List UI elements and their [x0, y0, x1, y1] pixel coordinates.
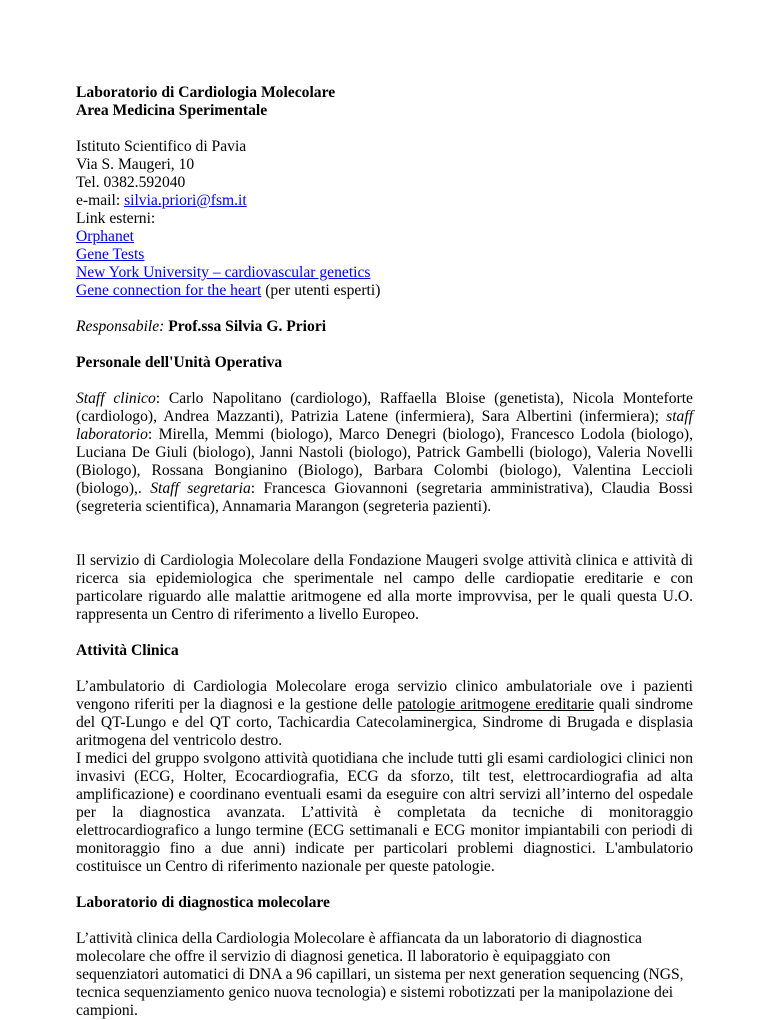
links-heading: Link esterni:	[76, 210, 156, 227]
email-line	[76, 192, 693, 210]
link-item	[76, 228, 693, 246]
phone: Tel. 0382.592040	[76, 174, 186, 191]
staff-paragraph	[76, 390, 693, 516]
intro-paragraph: Il servizio di Cardiologia Molecolare della Fondazione Maugeri svolge attività clinica e attività di ricerca sia epidemiologica che sperimentale nel campo delle cardiopatie ereditarie e con particolare riguardo alle malattie aritmogene ed alla morte improvvisa, per le quali questa U.O. rappresenta un Centro di riferimento a livello Europeo.	[76, 552, 693, 623]
link-gene-tests[interactable]: Gene Tests	[76, 246, 145, 263]
document-subtitle: Area Medicina Sperimentale	[76, 102, 268, 119]
link-item	[76, 264, 693, 282]
staff-clinic-list: : Carlo Napolitano (cardiologo), Raffaella Bloise (genetista), Nicola Monteforte (cardiologo), Andrea Mazzanti), Patrizia Latene (infermiera), Sara Albertini (infermiera);	[76, 390, 693, 425]
clinical-paragraph-2: I medici del gruppo svolgono attività quotidiana che include tutti gli esami cardiologici clinici non invasivi (ECG, Holter, Ecocardiografia, ECG da sforzo, tilt test, elettrocardiografia ad alta amplificazione) e coordinano eventuali esami da eseguire con altri servizi all’interno del ospedale per la diagnostica avanzata. L’attività è completata da tecniche di monitoraggio elettrocardiografico a lungo termine (ECG settimanali e ECG monitor impiantabili con periodi di monitoraggio fino a due anni) indicate per particolari problemi diagnostici. L'ambulatorio costituisce un Centro di riferimento nazionale per queste patologie.	[76, 750, 693, 875]
address: Via S. Maugeri, 10	[76, 156, 195, 173]
link-item	[76, 246, 693, 264]
staff-clinic-label: Staff clinico	[76, 390, 156, 407]
document-page	[76, 84, 693, 1020]
institute-name: Istituto Scientifico di Pavia	[76, 138, 247, 155]
staff-lab-label: staff laboratorio	[76, 408, 693, 443]
contact-block	[76, 138, 693, 300]
lab-heading: Laboratorio di diagnostica molecolare	[76, 894, 330, 911]
clinical-p1-text-end: quali sindrome del QT-Lungo e del QT corto, Tachicardia Catecolaminergica, Sindrome di Brugada e displasia aritmogena del ventricolo destro.	[76, 696, 693, 749]
clinical-paragraph-1	[76, 678, 693, 750]
link-item	[76, 282, 693, 300]
link-orphanet[interactable]: Orphanet	[76, 228, 135, 245]
lab-paragraph-1: L’attività clinica della Cardiologia Molecolare è affiancata da un laboratorio di diagnostica molecolare che offre il servizio di diagnosi genetica. Il laboratorio è equipaggiato con sequenziatori automatici di DNA a 96 capillari, un sistema per next generation sequencing (NGS, tecnica sequenziamento genico nuova tecnologia) e sistemi robotizzati per la manipolazione dei campioni.	[76, 930, 684, 1019]
staff-secretary-list: : Francesca Giovannoni (segretaria amministrativa), Claudia Bossi (segreteria scientifica), Annamaria Marangon (segreteria pazienti).	[76, 480, 693, 515]
responsible-label: Responsabile:	[76, 318, 165, 335]
staff-heading: Personale dell'Unità Operativa	[76, 354, 283, 371]
clinical-heading: Attività Clinica	[76, 642, 179, 659]
email-label: e-mail:	[76, 192, 125, 209]
staff-secretary-label: Staff segretaria	[150, 480, 251, 497]
link-note: (per utenti esperti)	[261, 282, 381, 299]
email-link[interactable]: silvia.priori@fsm.it	[124, 192, 247, 209]
responsible-name: Prof.ssa Silvia G. Priori	[168, 318, 327, 335]
clinical-p1-text: L’ambulatorio di Cardiologia Molecolare eroga servizio clinico ambulatoriale ove i pazienti vengono riferiti per la diagnosi e la gestione delle	[76, 678, 693, 713]
responsible-line	[76, 318, 693, 336]
document-title: Laboratorio di Cardiologia Molecolare	[76, 84, 336, 101]
link-gene-connection-heart[interactable]: Gene connection for the heart	[76, 282, 262, 299]
hereditary-arrhythmia-link[interactable]: patologie aritmogene ereditarie	[397, 696, 595, 713]
link-nyu-cardiovascular-genetics[interactable]: New York University – cardiovascular genetics	[76, 264, 371, 281]
staff-lab-list: : Mirella, Memmi (biologo), Marco Denegri (biologo), Francesco Lodola (biologo), Luciana De Giuli (biologo), Janni Nastoli (biologo), Patrick Gambelli (biologo), Valeria Novelli (Biologo), Rossana Bongianino (Biologo), Barbara Colombi (biologo), Valentina Leccioli (biologo),.	[76, 426, 693, 497]
